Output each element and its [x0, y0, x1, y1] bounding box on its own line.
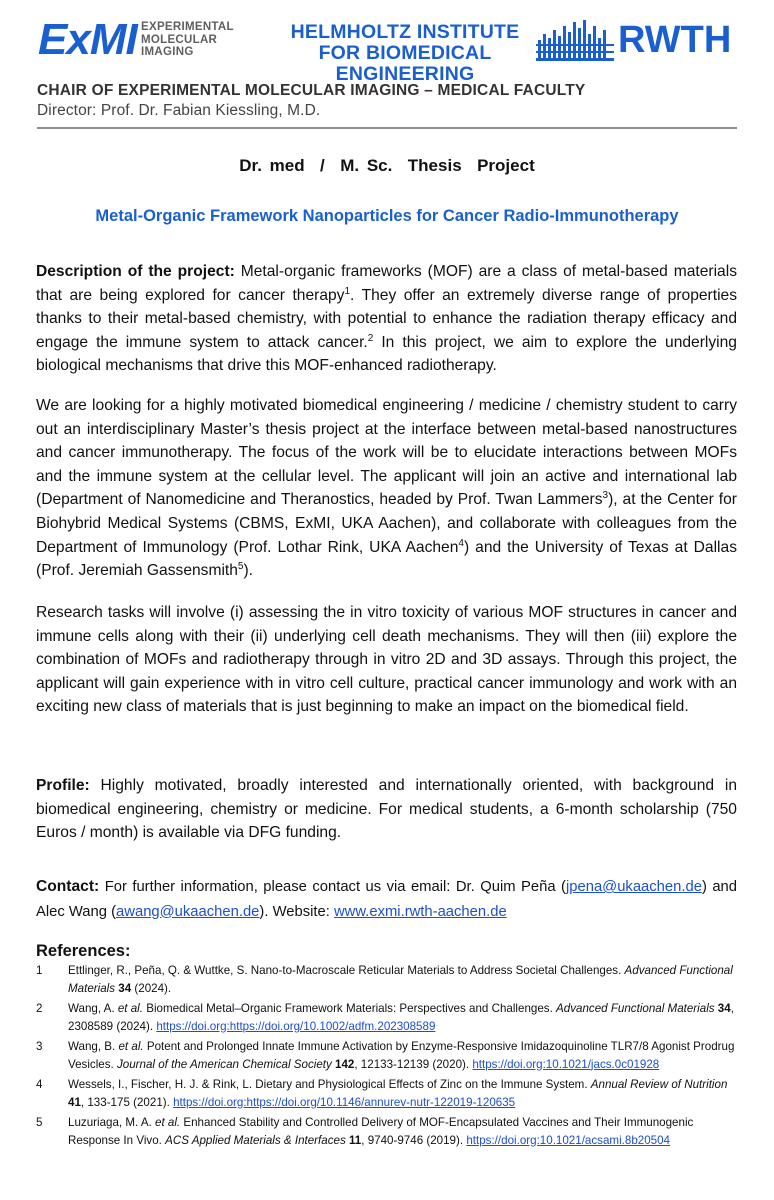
profile-label: Profile: — [36, 777, 90, 794]
rwth-logo: RWTH — [618, 19, 732, 61]
reference-item — [36, 962, 736, 997]
reference-etal: et al. — [118, 1040, 144, 1053]
profile-paragraph — [36, 774, 737, 845]
reference-volume: 142 — [331, 1057, 355, 1071]
reference-number: 5 — [36, 1116, 43, 1129]
description-text: Metal-organic frameworks (MOF) are a class of metal-based materials that are being explored for cancer therapy — [36, 263, 737, 304]
citation-ref: 5 — [237, 560, 244, 572]
reference-pages-year: , 2308589 (2024). — [68, 1002, 734, 1033]
reference-authors: Wang, B. — [68, 1040, 119, 1053]
citation-ref: 3 — [602, 490, 609, 502]
reference-doi-link[interactable]: https://doi.org:https://doi.org/10.1146/annurev-nutr-122019-120635 — [173, 1095, 516, 1109]
reference-title: Enhanced Stability and Controlled Delivery of MOF-Encapsulated Vaccines and Their Immunogenic Response In Vivo. — [68, 1116, 694, 1147]
reference-pages-year: (2024). — [131, 981, 172, 995]
header-logos — [0, 0, 774, 85]
reference-authors-title: Ettlinger, R., Peña, Q. & Wuttke, S. Nano-to-Macroscale Reticular Materials to Address Societal Challenges. — [68, 964, 625, 977]
description-text: In this project, we aim to explore the underlying biological mechanisms that drive this MOF-enhanced radiotherapy. — [36, 333, 737, 375]
paragraph-text: ), at the Center for Biohybrid Medical Systems (CBMS, ExMI, UKA Aachen), and collaborate with colleagues from the Department of Immunology (Prof. Lothar Rink, UKA Aachen — [36, 491, 738, 556]
reference-title: Biomedical Metal–Organic Framework Materials: Perspectives and Challenges. — [142, 1002, 557, 1015]
reference-number: 3 — [36, 1040, 43, 1053]
contact-text: ) and Alec Wang ( — [36, 879, 738, 920]
reference-authors: Wang, A. — [68, 1002, 118, 1015]
reference-doi-link[interactable]: https://doi.org:10.1021/jacs.0c01928 — [472, 1057, 660, 1071]
chair-title: CHAIR OF EXPERIMENTAL MOLECULAR IMAGING – MEDICAL FACULTY — [37, 82, 586, 99]
thesis-title: Dr. med / M. Sc. Thesis Project — [239, 156, 535, 175]
reference-number: 4 — [36, 1078, 43, 1091]
paragraph-text: ) and the University of Texas at Dallas (Prof. Jeremiah Gassensmith — [36, 538, 737, 580]
references-heading: References: — [36, 942, 131, 960]
helmholtz-line: FOR BIOMEDICAL ENGINEERING — [318, 42, 492, 85]
exmi-sub-line: MOLECULAR — [141, 33, 218, 46]
exmi-sub-line: IMAGING — [141, 46, 194, 58]
exmi-logo: ExMI — [38, 15, 137, 64]
reference-item — [36, 1038, 736, 1073]
reference-pages-year: , 12133-12139 (2020). — [354, 1057, 473, 1071]
reference-text — [68, 962, 736, 997]
reference-doi-link[interactable]: https://doi.org:https://doi.org/10.1002/adfm.202308589 — [156, 1019, 436, 1033]
reference-authors-title: Wessels, I., Fischer, H. J. & Rink, L. Dietary and Physiological Effects of Zinc on the Immune System. — [68, 1078, 591, 1091]
exmi-sub-line: EXPERIMENTAL — [141, 21, 234, 33]
email-link-wang[interactable]: awang@ukaachen.de — [116, 903, 260, 920]
paragraph-text: ). — [243, 562, 254, 580]
reference-journal: ACS Applied Materials & Interfaces — [165, 1133, 346, 1147]
profile-text: Highly motivated, broadly interested and internationally oriented, with background in biomedical engineering, chemistry or medicine. For medical students, a 6-month scholarship (750 Euros / month) is available via DFG funding. — [36, 777, 737, 842]
reference-etal: et al. — [155, 1116, 181, 1129]
contact-paragraph — [36, 875, 737, 924]
citation-ref: 2 — [367, 332, 374, 344]
research-tasks-paragraph: Research tasks will involve (i) assessing the in vitro toxicity of various MOF structures in cancer and immune cells along with their (ii) underlying cell death mechanisms. They will then (iii) explore the combination of MOFs and radiotherapy through in vitro 2D and 3D assays. Through this project, the applicant will gain experience with in vitro cell culture, practical cancer immunology and work with an exciting new class of materials that is just beginning to make an impact on the biomedical field. — [36, 604, 737, 716]
reference-journal: Advanced Functional Materials — [68, 964, 733, 995]
reference-text — [68, 1038, 736, 1073]
reference-number: 2 — [36, 1002, 43, 1015]
paragraph-text: We are looking for a highly motivated biomedical engineering / medicine / chemistry student to carry out an interdisciplinary Master’s thesis project at the interface between metal-based nanostructures and cancer immunotherapy. The focus of the work will be to elucidate interactions between MOFs and the immune system at the cellular level. The applicant will join an active and international lab (Department of Nanomedicine and Theranostics, headed by Prof. Twan Lammers — [36, 397, 737, 509]
reference-number: 1 — [36, 964, 43, 977]
reference-doi-link[interactable]: https://doi.org:10.1021/acsami.8b20504 — [466, 1133, 671, 1147]
contact-text: ). Website: — [259, 903, 334, 920]
reference-volume: 41 — [68, 1095, 81, 1109]
reference-item — [36, 1000, 736, 1035]
reference-text — [68, 1076, 736, 1111]
reference-pages-year: , 9740-9746 (2019). — [361, 1133, 467, 1147]
contact-text: For further information, please contact us via email: Dr. Quim Peña ( — [99, 879, 566, 895]
website-link[interactable]: www.exmi.rwth-aachen.de — [333, 903, 507, 920]
reference-pages-year: , 133-175 (2021). — [80, 1095, 174, 1109]
helmholtz-institute-logo — [264, 22, 546, 85]
reference-journal: Annual Review of Nutrition — [590, 1078, 728, 1091]
description-label: Description of the project: — [36, 263, 235, 280]
applicant-paragraph — [36, 394, 737, 583]
email-link-pena[interactable]: jpena@ukaachen.de — [565, 879, 702, 895]
description-paragraph — [36, 260, 737, 378]
reference-text — [68, 1000, 736, 1035]
exmi-logo-subtitle — [141, 21, 234, 59]
header-divider — [37, 127, 737, 129]
reference-volume: 34 — [115, 981, 132, 995]
rwth-building-icon — [536, 18, 616, 62]
project-title: Metal-Organic Framework Nanoparticles for Cancer Radio-Immunotherapy — [95, 207, 679, 225]
reference-authors: Luzuriaga, M. A. — [68, 1116, 155, 1129]
director-line: Director: Prof. Dr. Fabian Kiessling, M.D. — [37, 102, 321, 119]
reference-etal: et al. — [117, 1002, 143, 1015]
reference-item — [36, 1076, 736, 1111]
reference-title: Potent and Prolonged Innate Immune Activation by Enzyme-Responsive Imidazoquinoline TLR7/8 Agonist Prodrug Vesicles. — [68, 1040, 735, 1071]
reference-text — [68, 1114, 736, 1149]
reference-volume: 11 — [345, 1133, 362, 1147]
helmholtz-line: HELMHOLTZ INSTITUTE — [290, 21, 520, 43]
references-list — [36, 962, 736, 1152]
citation-ref: 1 — [344, 285, 351, 297]
description-text: . They offer an extremely diverse range of properties thanks to their metal-based chemistry, with potential to enhance the radiation therapy efficacy and engage the immune system to attack cancer. — [36, 286, 738, 351]
reference-item — [36, 1114, 736, 1149]
reference-volume: 34 — [714, 1002, 731, 1015]
reference-journal: Advanced Functional Materials — [556, 1002, 715, 1015]
contact-label: Contact: — [36, 878, 100, 895]
citation-ref: 4 — [458, 537, 464, 549]
reference-journal: Journal of the American Chemical Society — [116, 1057, 332, 1071]
